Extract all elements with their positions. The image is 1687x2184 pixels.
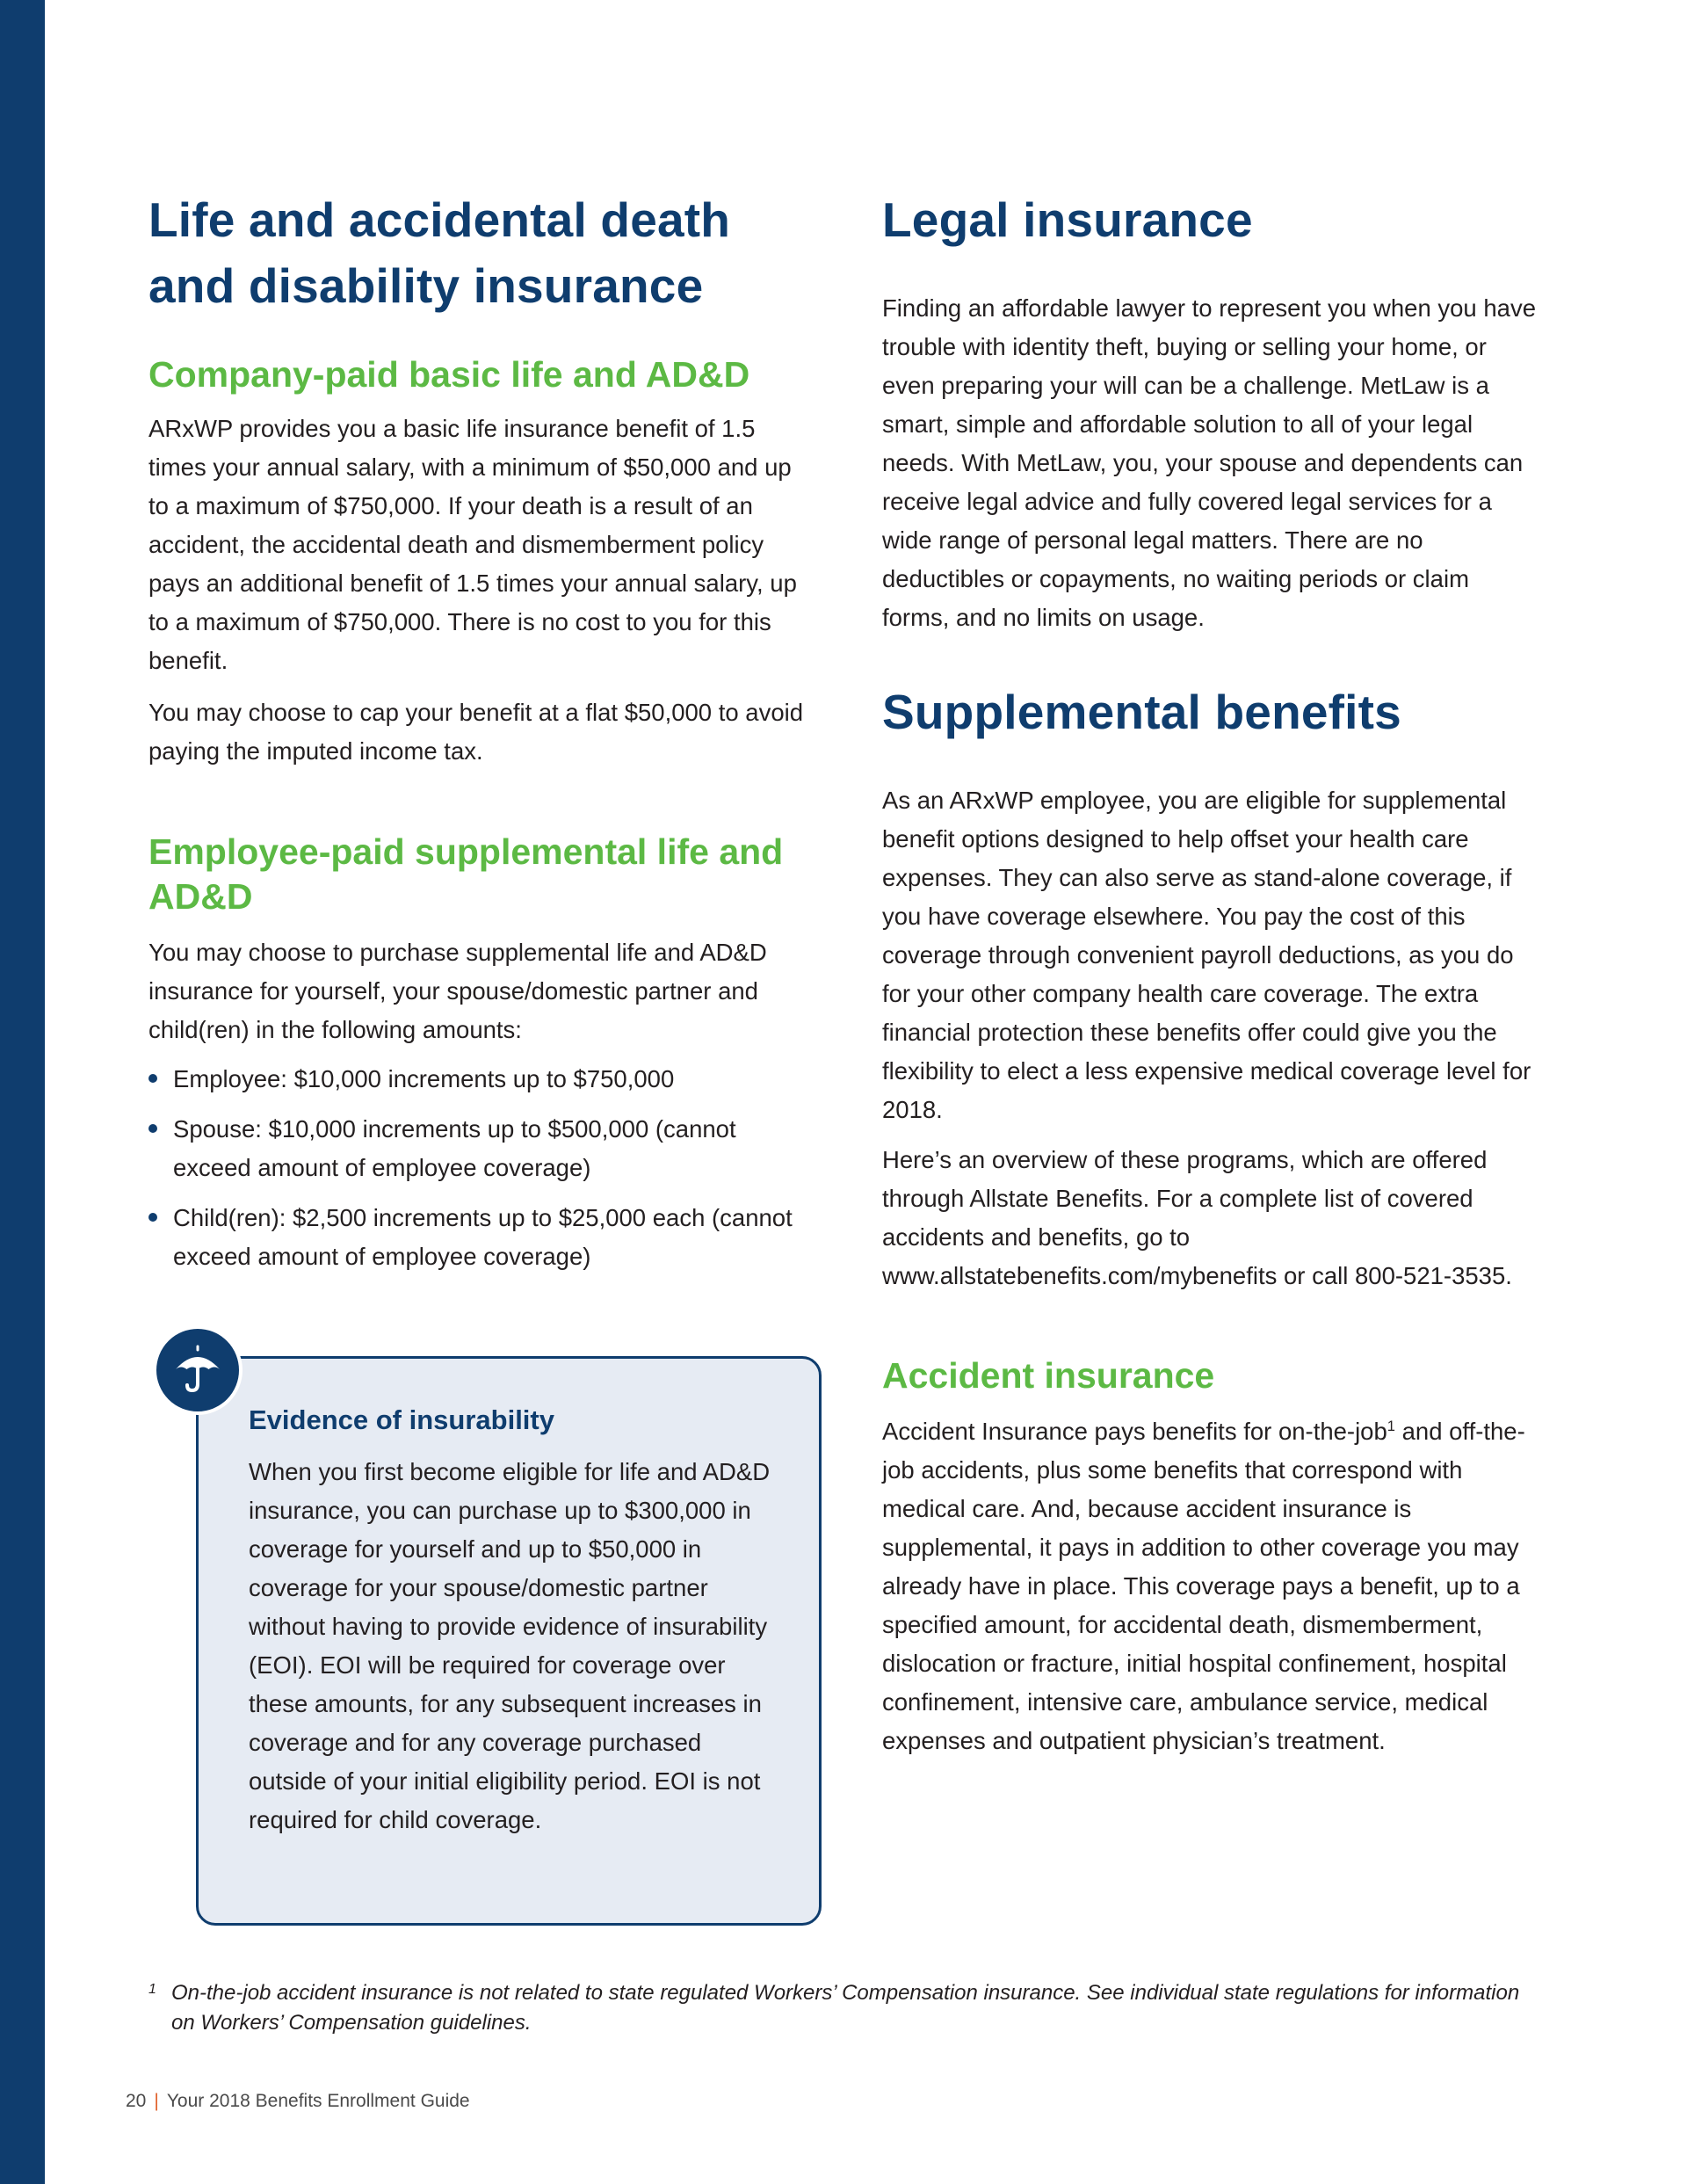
paragraph-basic-life: ARxWP provides you a basic life insurance benefit of 1.5 times your annual salary, with a minimum of $50,000 and up to a maximum of $750,000. If your death is a result of an accident, the accidental death and dismemberment policy pays an additional benefit of 1.5 times your annual salary, up to a maximum of $750,000. There is no cost to you for this benefit. — [148, 415, 797, 674]
supplemental-amounts-list — [148, 1060, 816, 1288]
list-item: Employee: $10,000 increments up to $750,000 — [148, 1060, 816, 1099]
evidence-of-insurability-callout — [196, 1356, 822, 1926]
footer-separator: | — [154, 2091, 159, 2111]
heading-accident-insurance: Accident insurance — [882, 1355, 1215, 1396]
section-title-legal-insurance: Legal insurance — [882, 192, 1253, 247]
footnote-mark: 1 — [148, 1982, 156, 1997]
accident-text-rest: and off-the-job accidents, plus some benefits that correspond with medical care. And, because accident insurance is supplemental, it pays in addition to other coverage you may already have in place. This coverage pays a benefit, up to a specified amount, for accidental death, dismemberment, dislocation or fracture, initial hospital confinement, hospital confinement, intensive care, ambulance service, medical expenses and outpatient physician’s treatment. — [882, 1418, 1525, 1754]
list-item: Spouse: $10,000 increments up to $500,000 (cannot exceed amount of employee coverage) — [148, 1110, 816, 1187]
paragraph-legal: Finding an affordable lawyer to represent you when you have trouble with identity theft, buying or selling your home, or even preparing your will can be a challenge. MetLaw is a smart, simple and affordable solution to all of your legal needs. With MetLaw, you, your spouse and dependents can receive legal advice and fully covered legal services for a wide range of personal legal matters. There are no deductibles or copayments, no waiting periods or claim forms, and no limits on usage. — [882, 294, 1536, 631]
list-item: Child(ren): $2,500 increments up to $25,000 each (cannot exceed amount of employee coverage) — [148, 1199, 816, 1276]
left-edge-bar — [0, 0, 45, 2184]
page-number: 20 — [126, 2091, 147, 2111]
umbrella-icon — [153, 1325, 243, 1415]
heading-employee-paid-supplemental: Employee-paid supplemental life and AD&D — [148, 831, 784, 917]
section-title-supplemental-benefits: Supplemental benefits — [882, 685, 1401, 739]
footnote-text: On-the-job accident insurance is not related to state regulated Workers’ Compensation insurance. See individual state regulations for information on Workers’ Compensation guidelines. — [171, 1981, 1520, 2035]
callout-title: Evidence of insurability — [249, 1404, 554, 1435]
page-footer — [126, 2088, 470, 2115]
heading-company-paid-basic-life: Company-paid basic life and AD&D — [148, 354, 750, 395]
paragraph-supplemental-intro: You may choose to purchase supplemental life and AD&D insurance for yourself, your spouse/domestic partner and child(ren) in the following amounts: — [148, 939, 767, 1043]
paragraph-supplemental-benefits: As an ARxWP employee, you are eligible for supplemental benefit options designed to help offset your health care expenses. They can also serve as stand-alone coverage, if you have coverage elsewhere. You pay the cost of this coverage through convenient payroll deductions, as you do for your other company health care coverage. The extra financial protection these benefits offer could give you the flexibility to elect a less expensive medical coverage level for 2018. — [882, 787, 1531, 1123]
paragraph-accident-insurance — [882, 1412, 1541, 1760]
paragraph-programs-overview: Here’s an overview of these programs, which are offered through Allstate Benefits. For a complete list of covered accidents and benefits, go to www.allstatebenefits.com/mybenefits or call 800-521-3535. — [882, 1146, 1512, 1289]
section-title-life-insurance: Life and accidental death and disability insurance — [148, 192, 731, 313]
guide-title: Your 2018 Benefits Enrollment Guide — [166, 2091, 470, 2111]
footnote-reference: 1 — [1387, 1419, 1395, 1435]
accident-text-start: Accident Insurance pays benefits for on-the-job — [882, 1418, 1387, 1445]
callout-body: When you first become eligible for life and AD&D insurance, you can purchase up to $300,000 in coverage for yourself and up to $50,000 in coverage for your spouse/domestic partner without having to provide evidence of insurability (EOI). EOI will be required for coverage over these amounts, for any subsequent increases in coverage and for any coverage purchased outside of your initial eligibility period. EOI is not required for child coverage. — [249, 1458, 771, 1833]
paragraph-cap-benefit: You may choose to cap your benefit at a flat $50,000 to avoid paying the imputed income tax. — [148, 699, 804, 765]
